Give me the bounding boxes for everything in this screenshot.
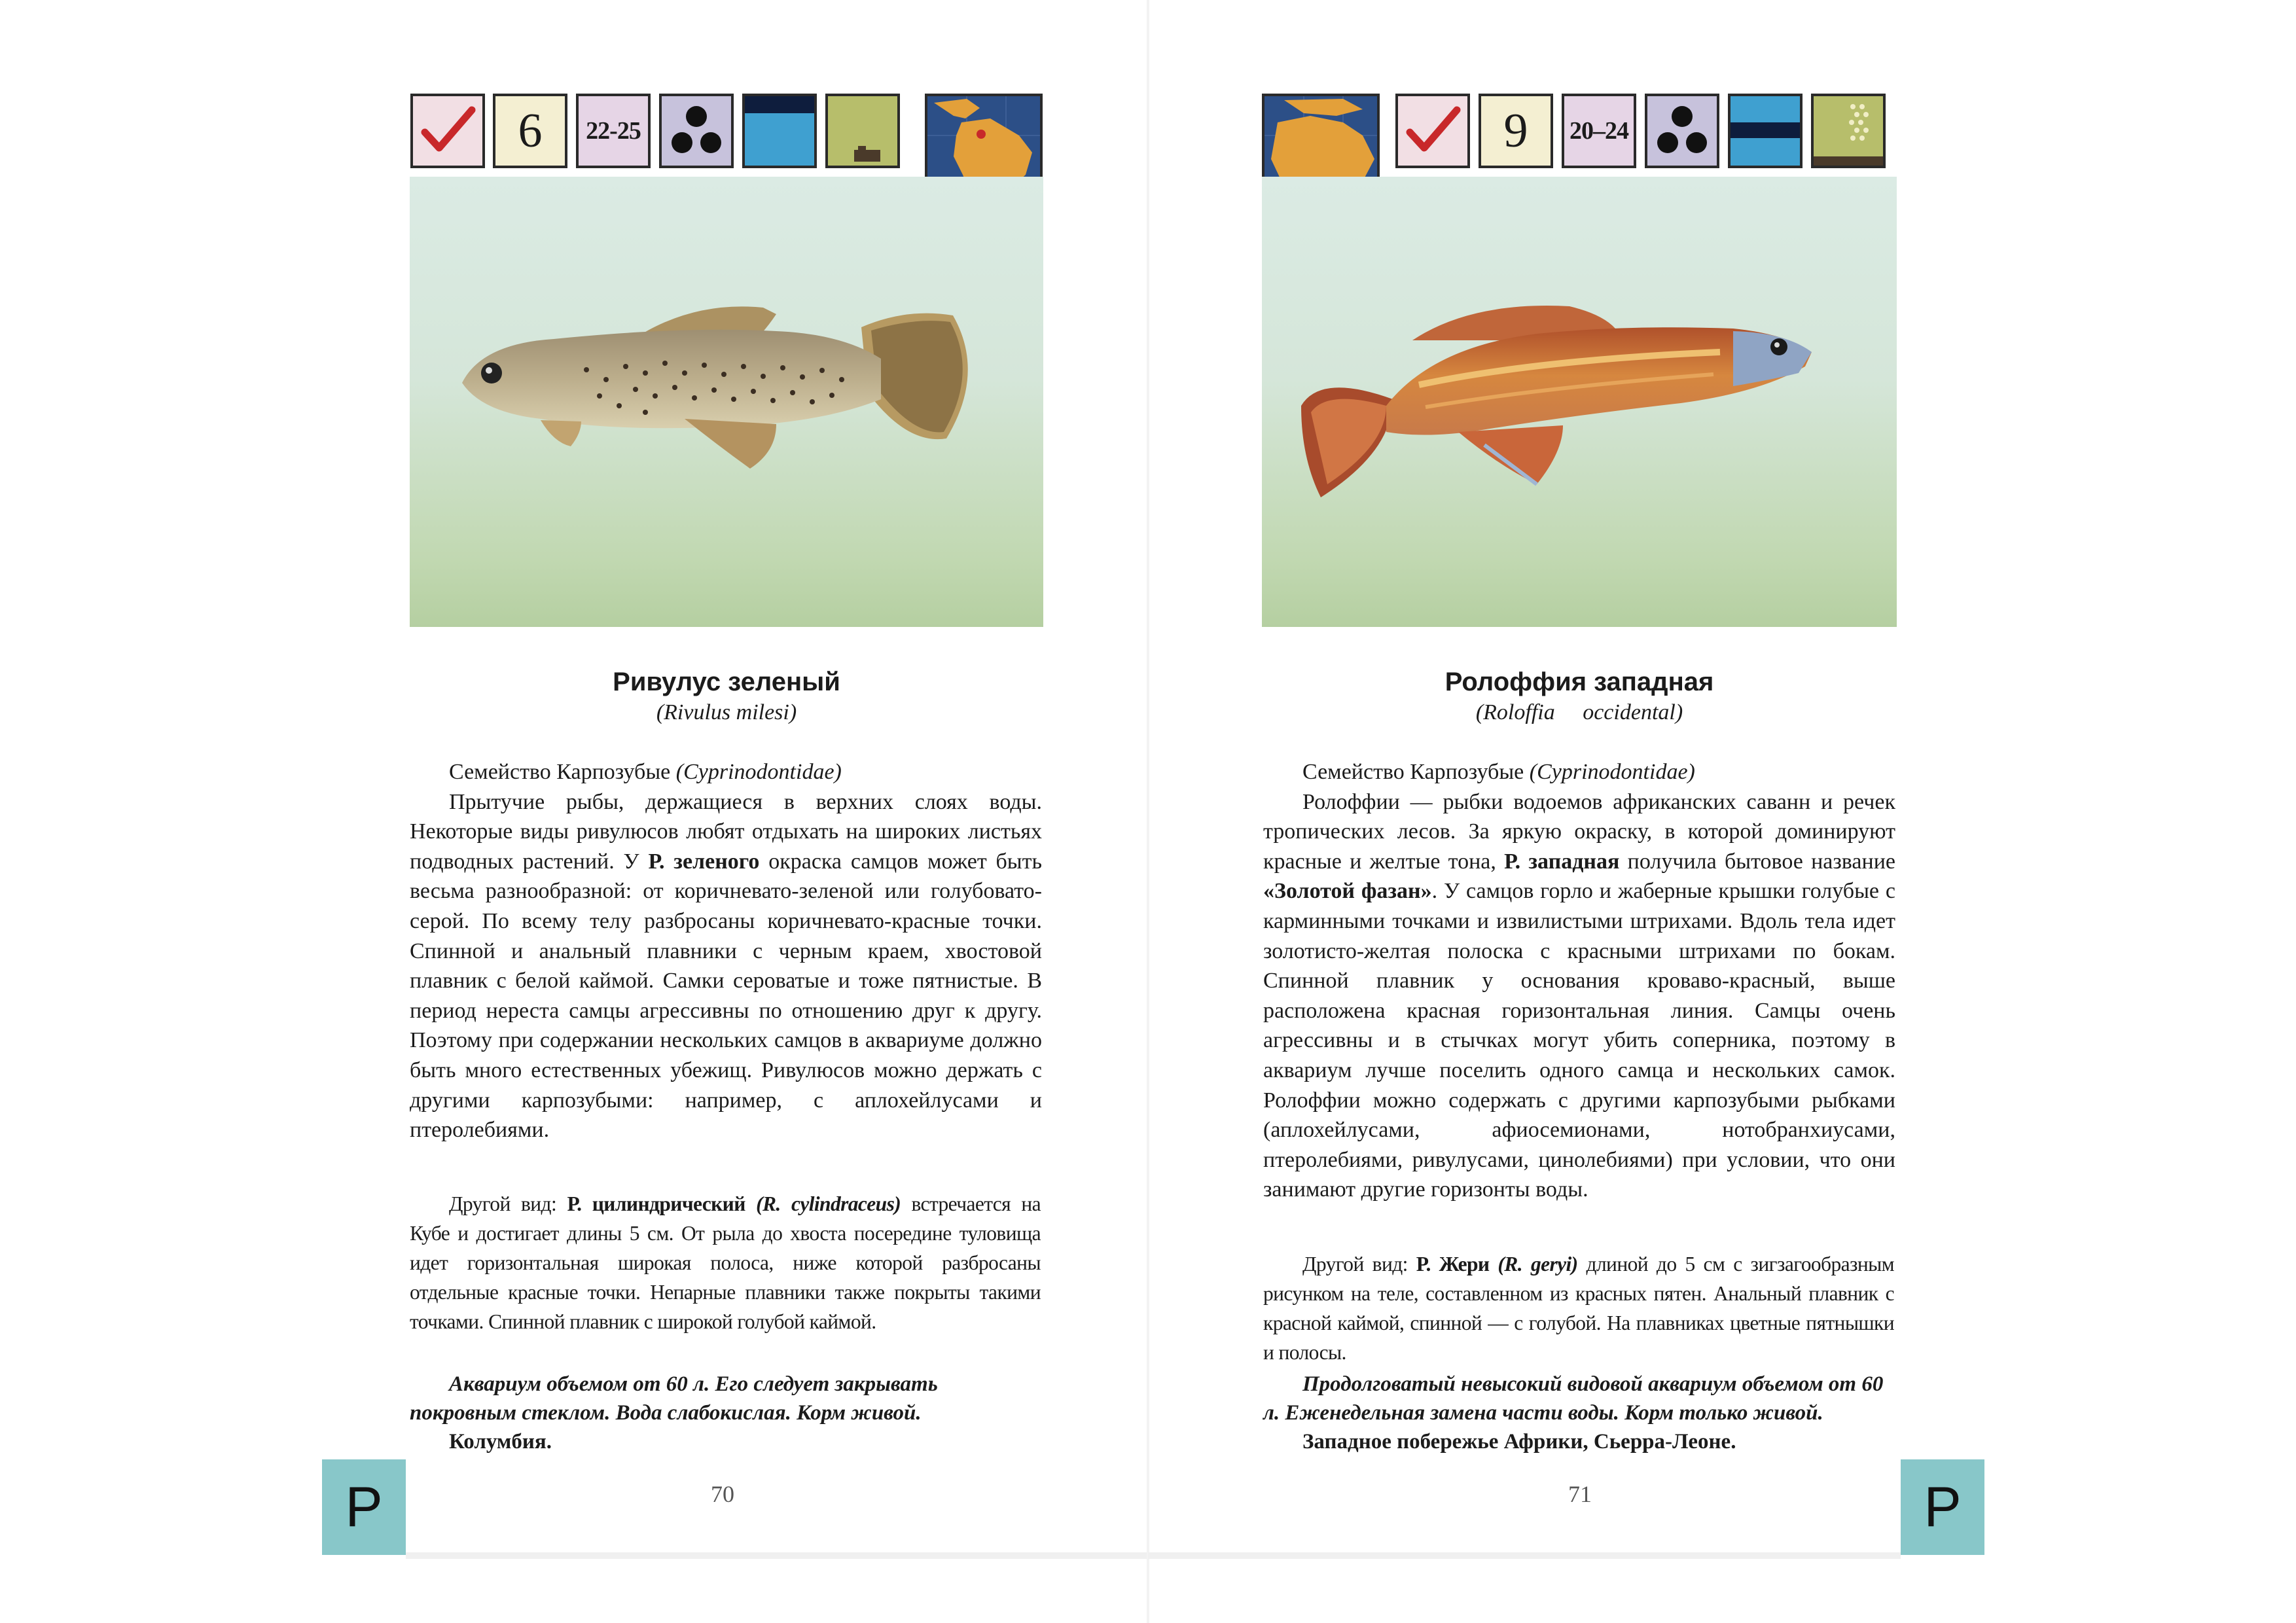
description-paragraph [1263,787,1895,1205]
description-text [410,757,1042,1145]
checkmark-icon [410,94,485,168]
other-part [1489,1253,1498,1275]
aquarium-care: Аквариум объемом от 60 л. Его следует закрывать покровным стеклом. Вода слабокислая. Корм живой. [410,1372,938,1425]
family-line [410,757,1042,787]
description-part: получила бытовое название [1619,849,1895,874]
other-part [745,1192,756,1215]
description-part: окраска самцов может быть весьма разнообразной: от коричневато-зеленой или голубовато-серой. По всему телу разбросаны коричневато-красные точки. Спинной и анальный плавники с черным краем, хвостовой плавник с белой каймой. Самки сероватые и тоже пятнистые. В период нереста самцы агрессивны по отношению друг к другу. Поэтому при содержании нескольких самцов в аквариуме должно быть много естественных убежищ. Ривулюсов можно держать с другими карпозубыми: например, с аплохейлусами и птеролебиями. [410,849,1043,1143]
description-bold: Р. западная [1504,849,1620,874]
other-bold: Р. цилиндрический [567,1192,745,1215]
page-number: 71 [1568,1481,1592,1507]
origin: Западное побережье Африки, Сьерра-Леоне. [1302,1430,1736,1454]
care-notes [1263,1370,1897,1456]
other-part: длиной до 5 см с зигзагообразным рисунком на теле, составленном из красных пятен. Анальный плавник с красной каймой, спинной — с голубой. На плавниках цветные пятнышки и полосы. [1263,1253,1894,1364]
water-hardness-dots-icon [659,94,734,168]
aquarium-care: Продолговатый невысокий видовой аквариум объемом от 60 л. Еженедельная замена части воды. Корм только живой. [1263,1372,1884,1425]
description-paragraph [410,787,1042,1145]
fish-photo [410,177,1043,627]
other-part: встречается на Кубе и достигает длины 5 см. От рыла до хвоста посередине туловища идет горизонтальная широкая полоса, ниже которой разбросаны отдельные красные точки. Непарные плавники также покрыты такими точками. Спинной плавник с широкой голубой каймой. [410,1192,1041,1333]
size-number-icon: 9 [1479,94,1553,168]
other-latin: (R. geryi) [1498,1253,1578,1275]
temperature-range-icon: 22-25 [576,94,651,168]
other-species-text [410,1189,1041,1336]
description-part: . У самцов горло и жаберные крышки голубые с карминными точками и извилистыми штрихами. Вдоль тела идет золотисто-желтая полоска с красными штрихами по бокам. Спинной плавник у основания кроваво-красный, выше расположена красная горизонтальная линия. Самцы очень агрессивны и в стычках могут убить соперника, поэтому в аквариум лучше поселить одного самца и нескольких самок. Ролоффии можно содержать с другими карпозубыми рыбками (аплохейлусами, афиосемионами, нотобранхиусами, птеролебиями, ривулусами, цинолебиями) при условии, что они занимают другие горизонты воды. [1263,879,1896,1202]
other-bold: Р. Жери [1416,1253,1490,1275]
other-part: Другой вид: [449,1192,567,1215]
species-title: Ривулус зеленый [613,668,840,696]
description-part: Прытучие рыбы, держащиеся в верхних слоях воды. Некоторые виды ривулюсов любят отдыхать на широких листьях подводных растений. У [410,789,1042,874]
water-level-icon [1728,94,1803,168]
species-latin-name: (Rivulus milesi) [656,700,797,724]
other-species-text [1263,1249,1894,1367]
family-line [1263,757,1895,787]
other-species-paragraph [1263,1249,1894,1367]
family-latin: (Cyprinodontidae) [675,760,842,784]
other-species-paragraph [410,1189,1041,1336]
bottom-dwelling-icon [1811,94,1886,168]
size-number-icon: 6 [493,94,567,168]
fish-photo [1262,177,1897,627]
page-number: 70 [711,1481,734,1507]
description-bold: «Золотой фазан» [1263,879,1432,904]
water-hardness-dots-icon [1645,94,1719,168]
other-part: Другой вид: [1302,1253,1416,1275]
family-latin: (Cyprinodontidae) [1529,760,1695,784]
right-page [1148,0,2296,1623]
care-notes [410,1370,1042,1456]
species-latin-name: (Roloffia occidental) [1475,700,1683,724]
origin: Колумбия. [449,1430,552,1454]
alphabet-tab: Р [1901,1459,1984,1555]
alphabet-tab: Р [322,1459,406,1555]
family-label: Семейство Карпозубые [1302,760,1524,784]
other-latin: (R. cylindraceus) [756,1192,901,1215]
species-title: Ролоффия западная [1444,668,1714,696]
description-bold: Р. зеленого [648,849,760,874]
family-label: Семейство Карпозубые [449,760,671,784]
description-text [1263,757,1895,1205]
bottom-dwelling-icon [825,94,900,168]
description-part: Ролоффии — рыбки водоемов африканских саванн и речек тропических лесов. За яркую окраску, в которой доминируют красные и желтые тона, [1263,789,1895,874]
checkmark-icon [1395,94,1470,168]
footer-band [1148,1552,1901,1559]
temperature-range-icon: 20–24 [1562,94,1636,168]
water-level-icon [742,94,817,168]
footer-band [406,1552,1148,1559]
